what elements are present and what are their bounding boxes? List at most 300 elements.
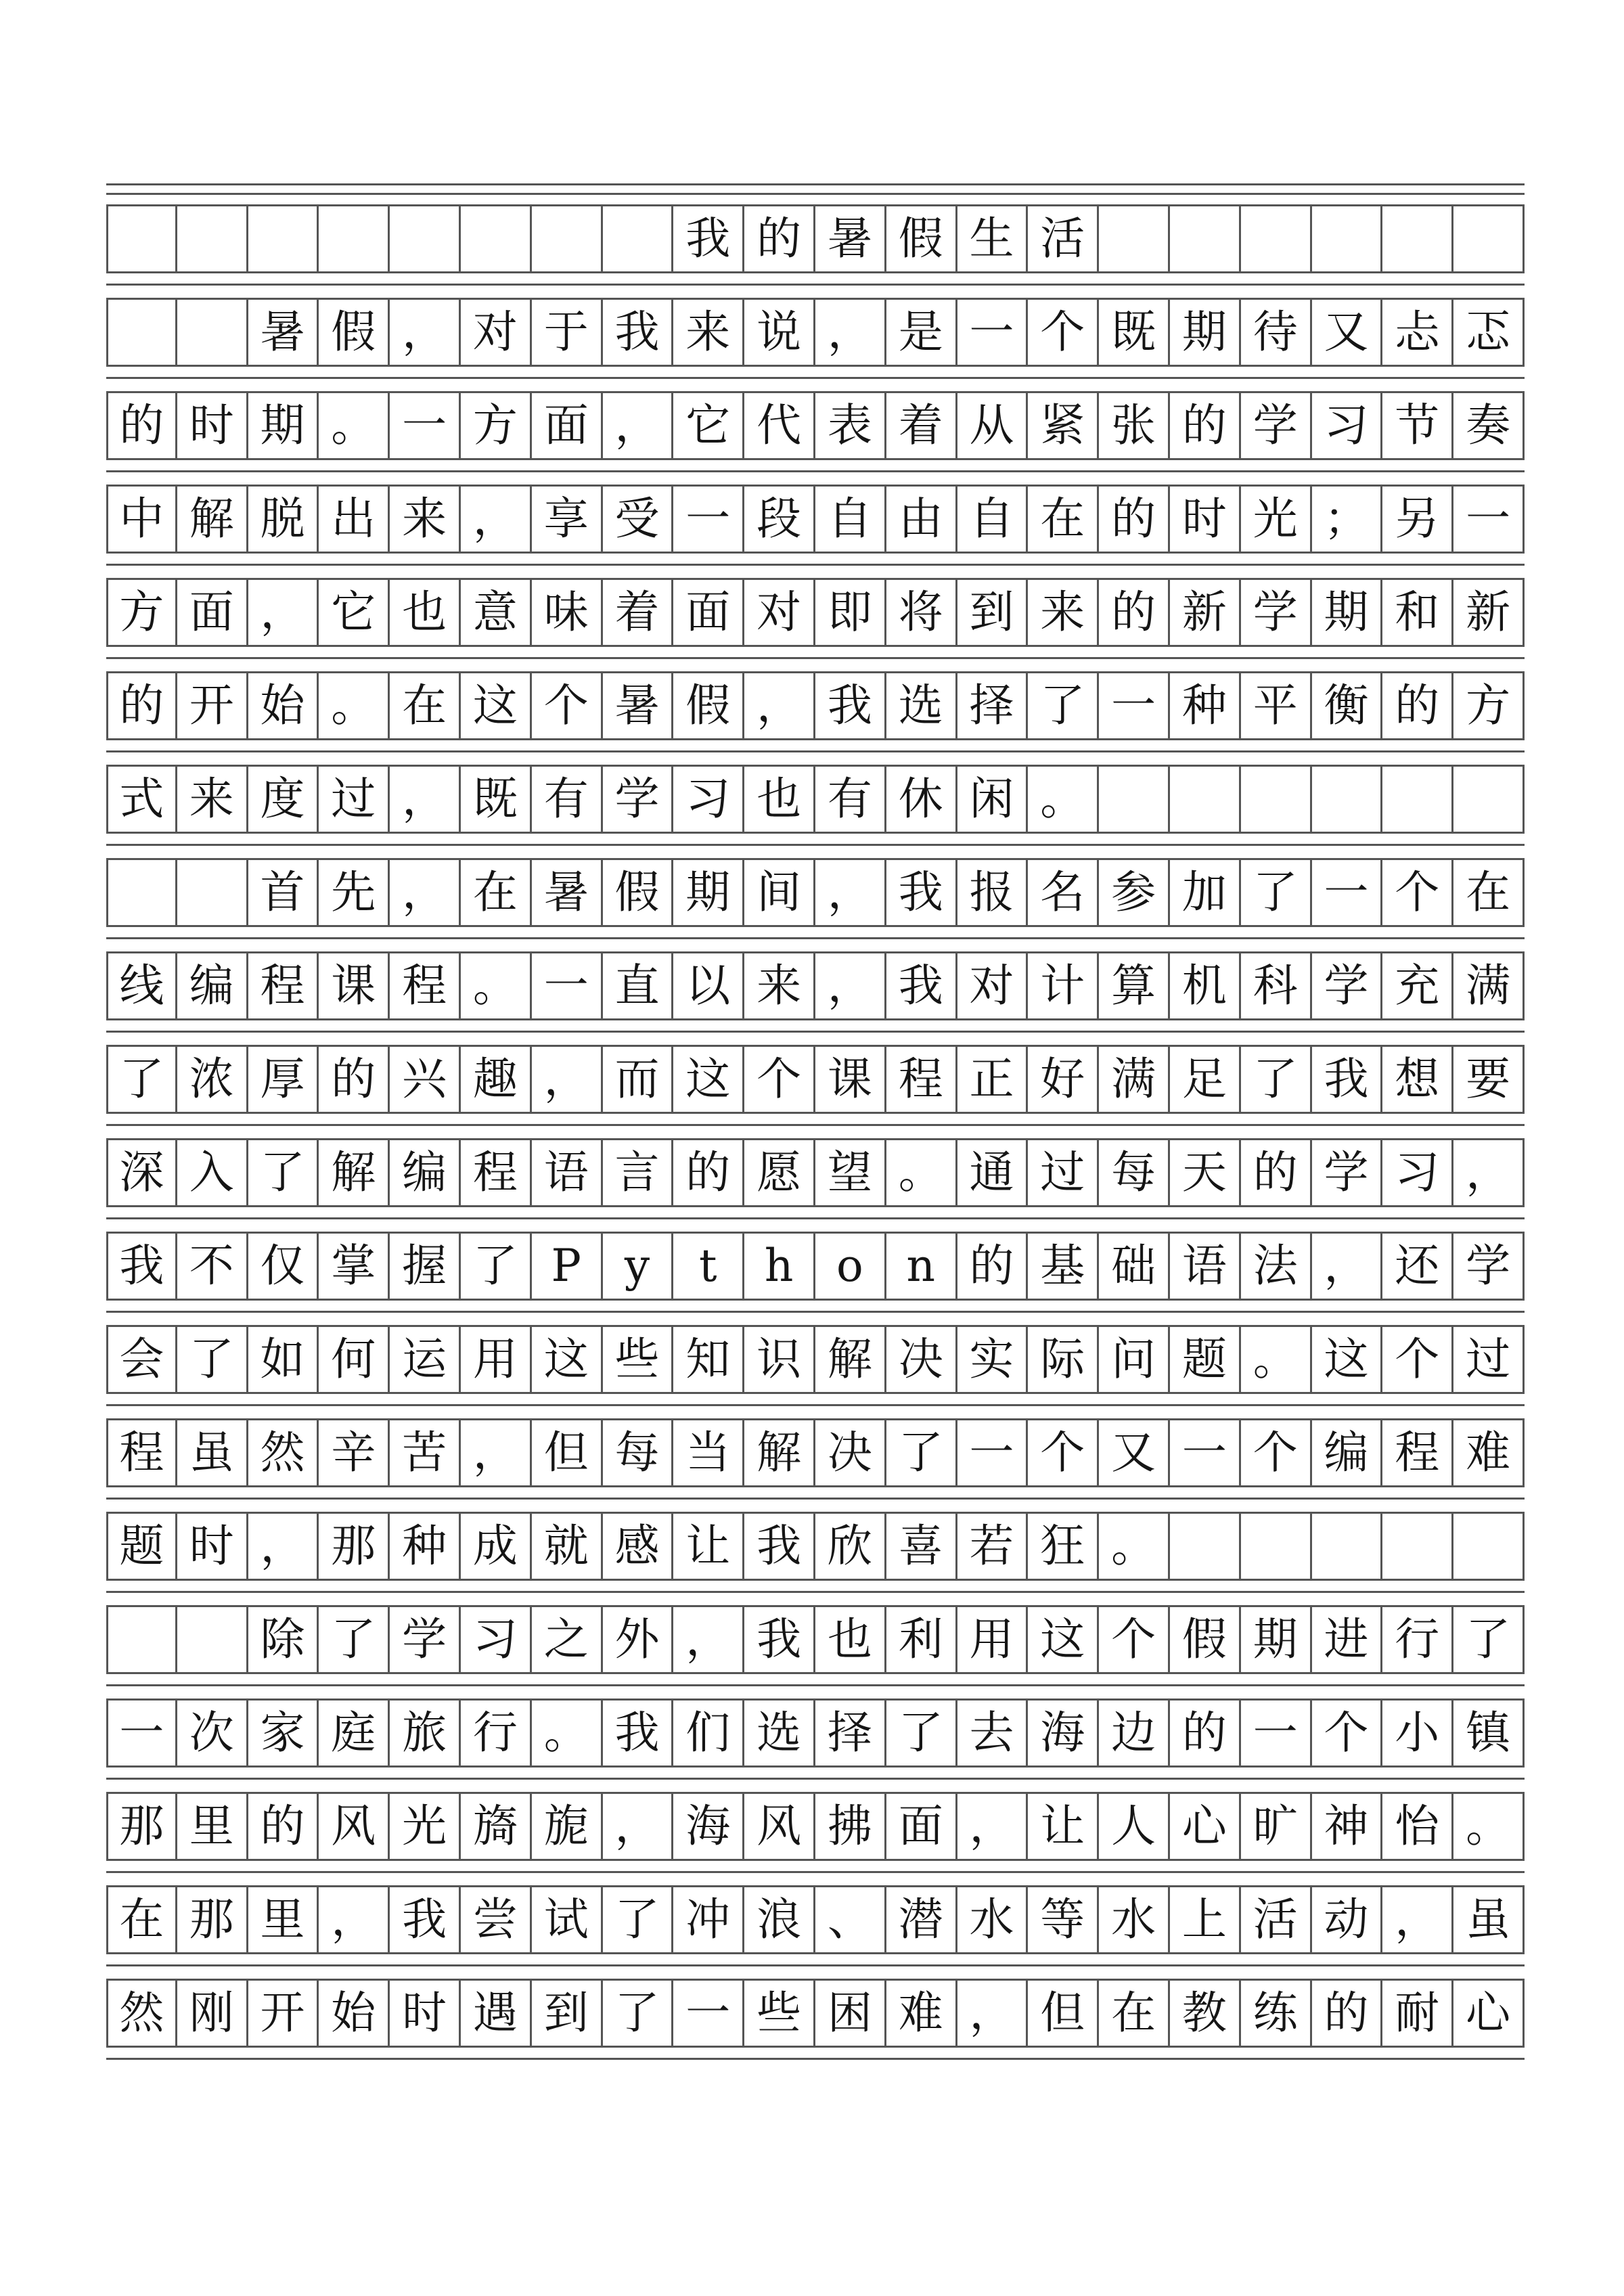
grid-cell: 又	[1099, 1420, 1170, 1485]
grid-cell: ，	[744, 673, 815, 738]
grid-cell: 旎	[532, 1794, 603, 1859]
grid-cell	[1453, 1514, 1525, 1579]
grid-line	[106, 1765, 1525, 1768]
grid-cell: 程	[886, 1047, 957, 1112]
grid-cell: 假	[673, 673, 744, 738]
grid-cell: 行	[1382, 1607, 1453, 1672]
grid-cell: 活	[1241, 1887, 1312, 1952]
grid-cell: 天	[1170, 1140, 1241, 1205]
grid-cell: 来	[390, 487, 461, 552]
grid-cell: 了	[177, 1327, 248, 1392]
grid-cell: 我	[886, 953, 957, 1018]
grid-cell: 愿	[744, 1140, 815, 1205]
grid-cell: 个	[1382, 1327, 1453, 1392]
grid-cell: 外	[603, 1607, 674, 1672]
grid-cell: ，	[603, 393, 674, 458]
grid-cell: 练	[1241, 1981, 1312, 2046]
grid-cell: 暑	[603, 673, 674, 738]
grid-cell: 择	[957, 673, 1029, 738]
grid-cell: ，	[673, 1607, 744, 1672]
grid-cell: 望	[815, 1140, 886, 1205]
grid-cell: 入	[177, 1140, 248, 1205]
grid-cell: 节	[1382, 393, 1453, 458]
grid-line	[106, 1299, 1525, 1301]
grid-cell: 用	[461, 1327, 532, 1392]
grid-cell: 程	[390, 953, 461, 1018]
grid-cell: 中	[106, 487, 177, 552]
title-cell: 我	[673, 206, 744, 271]
title-cell: 的	[744, 206, 815, 271]
grid-cell: 一	[673, 1981, 744, 2046]
grid-cell: 会	[106, 1327, 177, 1392]
grid-cell: ，	[390, 767, 461, 832]
grid-cell: 直	[603, 953, 674, 1018]
grid-cell: 苦	[390, 1420, 461, 1485]
grid-cell: 了	[603, 1887, 674, 1952]
grid-line	[106, 1859, 1525, 1861]
grid-line	[106, 925, 1525, 927]
grid-cell: 旷	[1241, 1794, 1312, 1859]
grid-cell: 的	[1382, 673, 1453, 738]
grid-cell: 然	[248, 1420, 319, 1485]
grid-cell: 足	[1170, 1047, 1241, 1112]
grid-cell: 用	[957, 1607, 1029, 1672]
grid-cell: 次	[177, 1701, 248, 1765]
grid-cell: 些	[603, 1327, 674, 1392]
grid-cell: 语	[532, 1140, 603, 1205]
title-cell: 暑	[815, 206, 886, 271]
grid-cell: 面	[673, 580, 744, 645]
text-row	[106, 1140, 1525, 1205]
grid-cell: 报	[957, 860, 1029, 925]
grid-cell: 在	[461, 860, 532, 925]
grid-cell: 水	[1099, 1887, 1170, 1952]
grid-cell: 旖	[461, 1794, 532, 1859]
grid-cell: 这	[673, 1047, 744, 1112]
grid-cell: t	[673, 1234, 744, 1299]
grid-cell: 面	[886, 1794, 957, 1859]
grid-cell: 它	[319, 580, 390, 645]
grid-cell: 间	[744, 860, 815, 925]
grid-line	[106, 365, 1525, 367]
grid-cell: 那	[106, 1794, 177, 1859]
grid-cell	[106, 860, 177, 925]
grid-spacer-line	[106, 1964, 1525, 1966]
grid-cell: ，	[248, 580, 319, 645]
grid-cell: 假	[319, 300, 390, 365]
grid-cell: ，	[461, 487, 532, 552]
grid-cell: o	[815, 1234, 886, 1299]
title-row	[106, 206, 1525, 271]
grid-cell: 让	[1028, 1794, 1099, 1859]
grid-cell: 试	[532, 1887, 603, 1952]
grid-cell: 了	[248, 1140, 319, 1205]
grid-cell: 言	[603, 1140, 674, 1205]
grid-spacer-line	[106, 377, 1525, 379]
grid-cell: 法	[1241, 1234, 1312, 1299]
grid-cell: 如	[248, 1327, 319, 1392]
grid-cell: n	[886, 1234, 957, 1299]
grid-cell: 决	[815, 1420, 886, 1485]
text-row	[106, 1981, 1525, 2046]
grid-cell: 尝	[461, 1887, 532, 1952]
grid-cell: 学	[1241, 580, 1312, 645]
grid-cell: 动	[1312, 1887, 1383, 1952]
grid-spacer-line	[106, 1684, 1525, 1686]
grid-cell: 行	[461, 1701, 532, 1765]
grid-cell: 以	[673, 953, 744, 1018]
text-row	[106, 487, 1525, 552]
grid-cell: 休	[886, 767, 957, 832]
text-row	[106, 300, 1525, 365]
grid-cell: 的	[957, 1234, 1029, 1299]
grid-cell	[1099, 767, 1170, 832]
grid-cell: 问	[1099, 1327, 1170, 1392]
grid-cell: 兴	[390, 1047, 461, 1112]
grid-cell: 个	[1312, 1701, 1383, 1765]
grid-top-line	[106, 193, 1525, 195]
grid-cell: 。	[1099, 1514, 1170, 1579]
grid-cell: 实	[957, 1327, 1029, 1392]
grid-line	[106, 1205, 1525, 1207]
grid-cell: 的	[1170, 1701, 1241, 1765]
grid-cell: 着	[603, 580, 674, 645]
grid-cell: 学	[390, 1607, 461, 1672]
grid-cell: 课	[815, 1047, 886, 1112]
grid-cell: 潜	[886, 1887, 957, 1952]
grid-cell: 暑	[532, 860, 603, 925]
grid-cell: 教	[1170, 1981, 1241, 2046]
grid-cell: 也	[815, 1607, 886, 1672]
grid-cell: 了	[1241, 1047, 1312, 1112]
grid-cell: 另	[1382, 487, 1453, 552]
grid-cell: 个	[1028, 300, 1099, 365]
grid-cell: 段	[744, 487, 815, 552]
grid-cell: 既	[461, 767, 532, 832]
grid-cell: 对	[461, 300, 532, 365]
grid-spacer-line	[106, 657, 1525, 659]
grid-cell: 时	[390, 1981, 461, 2046]
grid-cell: h	[744, 1234, 815, 1299]
grid-spacer-line	[106, 1498, 1525, 1500]
grid-cell: 题	[106, 1514, 177, 1579]
grid-cell: 。	[1453, 1794, 1525, 1859]
grid-cell: 解	[319, 1140, 390, 1205]
grid-cell: 每	[603, 1420, 674, 1485]
grid-cell: 里	[248, 1887, 319, 1952]
grid-cell: 知	[673, 1327, 744, 1392]
grid-line	[106, 832, 1525, 834]
grid-cell: 每	[1099, 1140, 1170, 1205]
grid-spacer-line	[106, 470, 1525, 472]
grid-cell: 就	[532, 1514, 603, 1579]
grid-cell: 一	[1241, 1701, 1312, 1765]
grid-cell: 受	[603, 487, 674, 552]
grid-cell: 。	[319, 393, 390, 458]
grid-cell: 种	[1170, 673, 1241, 738]
grid-cell: 将	[886, 580, 957, 645]
title-cell	[319, 206, 390, 271]
title-cell	[248, 206, 319, 271]
grid-cell: ，	[1312, 1234, 1383, 1299]
grid-cell: 之	[532, 1607, 603, 1672]
grid-cell: 浪	[744, 1887, 815, 1952]
grid-cell: 方	[106, 580, 177, 645]
grid-cell: 选	[886, 673, 957, 738]
grid-line	[106, 738, 1525, 740]
grid-cell: 满	[1099, 1047, 1170, 1112]
grid-spacer-line	[106, 1871, 1525, 1873]
grid-cell: 表	[815, 393, 886, 458]
grid-cell: 拂	[815, 1794, 886, 1859]
grid-cell	[1382, 1514, 1453, 1579]
text-row	[106, 1234, 1525, 1299]
grid-cell: 来	[744, 953, 815, 1018]
grid-cell: 享	[532, 487, 603, 552]
grid-cell: 正	[957, 1047, 1029, 1112]
grid-cell: 奏	[1453, 393, 1525, 458]
grid-cell: 程	[1382, 1420, 1453, 1485]
grid-cell: 个	[1099, 1607, 1170, 1672]
grid-cell: 还	[1382, 1234, 1453, 1299]
grid-cell: ，	[532, 1047, 603, 1112]
title-cell	[532, 206, 603, 271]
grid-cell: 程	[106, 1420, 177, 1485]
grid-cell: 又	[1312, 300, 1383, 365]
grid-cell: 光	[1241, 487, 1312, 552]
grid-cell: P	[532, 1234, 603, 1299]
grid-cell: 方	[461, 393, 532, 458]
grid-cell: 名	[1028, 860, 1099, 925]
grid-line	[106, 1952, 1525, 1954]
grid-cell: 过	[1028, 1140, 1099, 1205]
grid-spacer-line	[106, 1124, 1525, 1126]
grid-cell: 编	[177, 953, 248, 1018]
text-row	[106, 1607, 1525, 1672]
grid-cell: 而	[603, 1047, 674, 1112]
grid-cell: 脱	[248, 487, 319, 552]
title-cell	[1241, 206, 1312, 271]
grid-cell: ，	[1453, 1140, 1525, 1205]
grid-cell: 机	[1170, 953, 1241, 1018]
grid-cell: 那	[177, 1887, 248, 1952]
grid-cell: 也	[744, 767, 815, 832]
grid-cell: 假	[603, 860, 674, 925]
grid-cell: 习	[1312, 393, 1383, 458]
grid-cell: 方	[1453, 673, 1525, 738]
grid-cell: 深	[106, 1140, 177, 1205]
grid-line	[106, 1485, 1525, 1487]
text-row	[106, 1420, 1525, 1485]
grid-line	[106, 1392, 1525, 1394]
grid-cell: 仅	[248, 1234, 319, 1299]
grid-line	[106, 458, 1525, 460]
grid-cell: 新	[1453, 580, 1525, 645]
grid-cell: 。	[886, 1140, 957, 1205]
grid-cell: 然	[106, 1981, 177, 2046]
grid-cell: 个	[532, 673, 603, 738]
grid-cell: 学	[1312, 953, 1383, 1018]
text-row	[106, 1794, 1525, 1859]
grid-cell: 说	[744, 300, 815, 365]
text-row	[106, 953, 1525, 1018]
grid-cell: 刚	[177, 1981, 248, 2046]
grid-cell: 是	[886, 300, 957, 365]
grid-cell: 了	[886, 1420, 957, 1485]
grid-cell: 握	[390, 1234, 461, 1299]
grid-cell: ；	[1312, 487, 1383, 552]
grid-cell: 冲	[673, 1887, 744, 1952]
grid-top-line	[106, 183, 1525, 185]
grid-cell: 想	[1382, 1047, 1453, 1112]
grid-cell: 狂	[1028, 1514, 1099, 1579]
grid-cell: 识	[744, 1327, 815, 1392]
grid-cell: 通	[957, 1140, 1029, 1205]
grid-cell: 这	[532, 1327, 603, 1392]
grid-cell: 浓	[177, 1047, 248, 1112]
grid-cell: 过	[319, 767, 390, 832]
grid-cell: 边	[1099, 1701, 1170, 1765]
title-cell	[1312, 206, 1383, 271]
grid-cell: 一	[106, 1701, 177, 1765]
grid-cell: 期	[248, 393, 319, 458]
grid-cell: 满	[1453, 953, 1525, 1018]
grid-cell: 了	[106, 1047, 177, 1112]
grid-cell: 一	[1099, 673, 1170, 738]
grid-cell: 这	[461, 673, 532, 738]
grid-cell: 进	[1312, 1607, 1383, 1672]
text-row	[106, 1701, 1525, 1765]
grid-cell: ，	[390, 860, 461, 925]
grid-cell: 假	[1170, 1607, 1241, 1672]
grid-cell: 来	[1028, 580, 1099, 645]
grid-bottom-line	[106, 2058, 1525, 2060]
grid-cell: 础	[1099, 1234, 1170, 1299]
grid-cell: 出	[319, 487, 390, 552]
title-cell	[106, 206, 177, 271]
grid-cell: 遇	[461, 1981, 532, 2046]
grid-cell: 让	[673, 1514, 744, 1579]
grid-cell: 张	[1099, 393, 1170, 458]
grid-cell: 来	[673, 300, 744, 365]
grid-cell: 始	[248, 673, 319, 738]
grid-cell: 个	[1241, 1420, 1312, 1485]
grid-cell: 课	[319, 953, 390, 1018]
grid-cell: 在	[1453, 860, 1525, 925]
grid-spacer-line	[106, 284, 1525, 286]
grid-cell: 的	[319, 1047, 390, 1112]
grid-cell: 即	[815, 580, 886, 645]
grid-cell: 但	[1028, 1981, 1099, 2046]
grid-cell: ，	[248, 1514, 319, 1579]
grid-cell: ，	[957, 1794, 1029, 1859]
grid-cell: 平	[1241, 673, 1312, 738]
grid-cell: 了	[886, 1701, 957, 1765]
grid-cell: 厚	[248, 1047, 319, 1112]
grid-cell: 了	[603, 1981, 674, 2046]
grid-cell: 来	[177, 767, 248, 832]
grid-cell: 际	[1028, 1327, 1099, 1392]
grid-cell: 学	[1453, 1234, 1525, 1299]
grid-cell: 些	[744, 1981, 815, 2046]
grid-cell: 选	[744, 1701, 815, 1765]
grid-cell: 一	[1453, 487, 1525, 552]
grid-cell: 镇	[1453, 1701, 1525, 1765]
grid-cell	[1241, 1514, 1312, 1579]
grid-cell: 紧	[1028, 393, 1099, 458]
grid-cell: 在	[390, 673, 461, 738]
grid-spacer-line	[106, 1031, 1525, 1033]
grid-cell: 在	[106, 1887, 177, 1952]
grid-line	[106, 1018, 1525, 1020]
grid-cell: 我	[744, 1514, 815, 1579]
grid-spacer-line	[106, 1404, 1525, 1406]
grid-cell: 虽	[1453, 1887, 1525, 1952]
grid-cell: ，	[815, 300, 886, 365]
text-row	[106, 1887, 1525, 1952]
grid-cell: 风	[744, 1794, 815, 1859]
grid-cell: 一	[673, 487, 744, 552]
grid-cell: 自	[957, 487, 1029, 552]
grid-cell: 首	[248, 860, 319, 925]
grid-cell: 决	[886, 1327, 957, 1392]
grid-cell: 们	[673, 1701, 744, 1765]
grid-cell: 由	[886, 487, 957, 552]
text-row	[106, 1514, 1525, 1579]
grid-cell: 困	[815, 1981, 886, 2046]
grid-cell: 去	[957, 1701, 1029, 1765]
grid-cell: 基	[1028, 1234, 1099, 1299]
grid-cell: 开	[177, 673, 248, 738]
grid-cell: 运	[390, 1327, 461, 1392]
grid-cell: 海	[673, 1794, 744, 1859]
grid-cell: 人	[1099, 1794, 1170, 1859]
grid-cell: ，	[815, 953, 886, 1018]
grid-cell: 辛	[319, 1420, 390, 1485]
grid-cell: 过	[1453, 1327, 1525, 1392]
grid-cell: 成	[461, 1514, 532, 1579]
grid-cell: 期	[1170, 300, 1241, 365]
grid-spacer-line	[106, 750, 1525, 752]
grid-cell: 除	[248, 1607, 319, 1672]
grid-line	[106, 552, 1525, 554]
grid-spacer-line	[106, 937, 1525, 939]
grid-cell: 但	[532, 1420, 603, 1485]
grid-cell: 衡	[1312, 673, 1383, 738]
grid-cell: 度	[248, 767, 319, 832]
grid-cell: 编	[390, 1140, 461, 1205]
grid-cell: 的	[1099, 580, 1170, 645]
title-cell	[461, 206, 532, 271]
grid-cell: 上	[1170, 1887, 1241, 1952]
grid-line	[106, 1112, 1525, 1114]
grid-cell: 的	[673, 1140, 744, 1205]
grid-cell: 不	[177, 1234, 248, 1299]
grid-cell: 耐	[1382, 1981, 1453, 2046]
grid-cell	[1241, 767, 1312, 832]
grid-cell: 的	[1241, 1140, 1312, 1205]
grid-cell: 和	[1382, 580, 1453, 645]
grid-cell: 代	[744, 393, 815, 458]
grid-line	[106, 271, 1525, 273]
grid-cell: 趣	[461, 1047, 532, 1112]
grid-cell: ，	[390, 300, 461, 365]
grid-cell: 对	[957, 953, 1029, 1018]
grid-cell: 充	[1382, 953, 1453, 1018]
grid-cell: 一	[957, 1420, 1029, 1485]
grid-cell: 小	[1382, 1701, 1453, 1765]
grid-cell: 忐	[1382, 300, 1453, 365]
